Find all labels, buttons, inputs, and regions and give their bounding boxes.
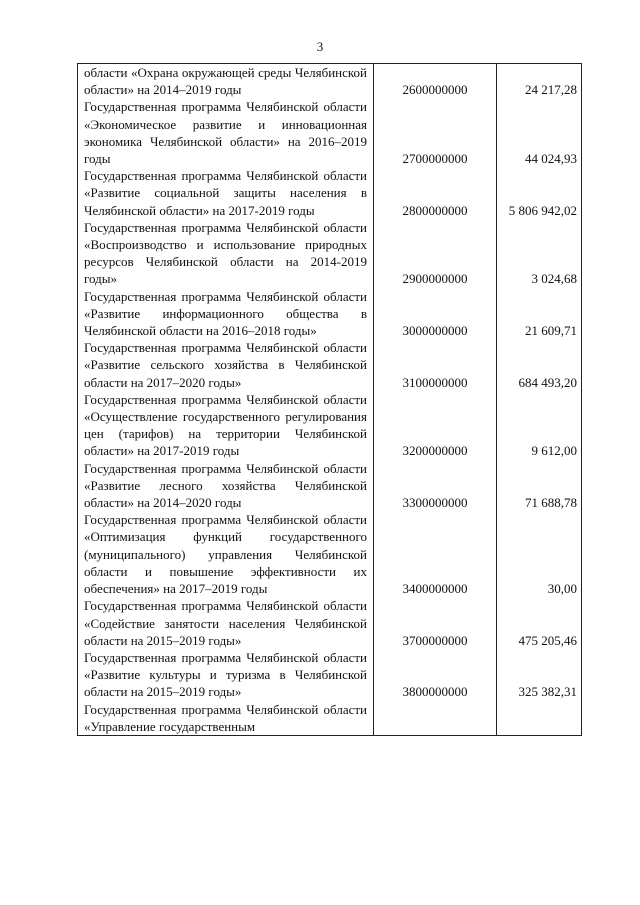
program-name-cell bbox=[78, 701, 374, 736]
program-name-cell bbox=[78, 98, 374, 167]
table-row bbox=[78, 98, 582, 167]
program-name-cell bbox=[78, 219, 374, 288]
amount-value: 71 688,78 bbox=[497, 460, 582, 512]
target-article-code bbox=[374, 701, 497, 736]
table-row bbox=[78, 391, 582, 460]
program-name-cell bbox=[78, 288, 374, 340]
table-row bbox=[78, 167, 582, 219]
amount-value: 21 609,71 bbox=[497, 288, 582, 340]
amount-value: 30,00 bbox=[497, 511, 582, 597]
program-name: Государственная программа Челябинской области «Содействие занятости населения Челябинской области на 2015–2019 годы» bbox=[84, 598, 367, 648]
target-article-code: 3000000000 bbox=[374, 288, 497, 340]
program-name: Государственная программа Челябинской области «Развитие культуры и туризма в Челябинской области на 2015–2019 годы» bbox=[84, 649, 367, 700]
amount-value: 5 806 942,02 bbox=[497, 167, 582, 219]
program-name: Государственная программа Челябинской области «Воспроизводство и использование природных ресурсов Челябинской области на 2014-2019 годы» bbox=[84, 219, 367, 287]
target-article-code: 3200000000 bbox=[374, 391, 497, 460]
table-row bbox=[78, 219, 582, 288]
target-article-code: 2900000000 bbox=[374, 219, 497, 288]
program-name-cell bbox=[78, 597, 374, 649]
amount-value: 325 382,31 bbox=[497, 649, 582, 701]
budget-table-body bbox=[78, 64, 582, 736]
target-article-code: 3300000000 bbox=[374, 460, 497, 512]
target-article-code: 2700000000 bbox=[374, 98, 497, 167]
program-name-cell bbox=[78, 391, 374, 460]
amount-value: 475 205,46 bbox=[497, 597, 582, 649]
program-name-cell bbox=[78, 339, 374, 391]
target-article-code: 3400000000 bbox=[374, 511, 497, 597]
table-row bbox=[78, 339, 582, 391]
target-article-code: 3700000000 bbox=[374, 597, 497, 649]
target-article-code: 2800000000 bbox=[374, 167, 497, 219]
table-row bbox=[78, 288, 582, 340]
amount-value: 44 024,93 bbox=[497, 98, 582, 167]
program-name: Государственная программа Челябинской области «Развитие лесного хозяйства Челябинской области» на 2014–2020 годы bbox=[84, 460, 367, 511]
program-name-cell bbox=[78, 460, 374, 512]
page-number: 3 bbox=[316, 39, 324, 54]
program-name-cell bbox=[78, 167, 374, 219]
program-name-cell bbox=[78, 64, 374, 99]
program-name: Государственная программа Челябинской области «Развитие сельского хозяйства в Челябинской области на 2017–2020 годы» bbox=[84, 340, 367, 390]
amount-value: 684 493,20 bbox=[497, 339, 582, 391]
amount-value: 9 612,00 bbox=[497, 391, 582, 460]
table-row bbox=[78, 649, 582, 701]
program-name: Государственная программа Челябинской области «Экономическое развитие и инновационная экономика Челябинской области» на 2016–2019 годы bbox=[84, 99, 367, 167]
table-row bbox=[78, 460, 582, 512]
target-article-code: 2600000000 bbox=[374, 64, 497, 99]
table-row bbox=[78, 701, 582, 736]
program-name: Государственная программа Челябинской области «Осуществление государственного регулирования цен (тарифов) на территории Челябинской области» на 2017-2019 годы bbox=[84, 391, 367, 459]
target-article-code: 3100000000 bbox=[374, 339, 497, 391]
table-row bbox=[78, 597, 582, 649]
amount-value: 24 217,28 bbox=[497, 64, 582, 99]
target-article-code: 3800000000 bbox=[374, 649, 497, 701]
amount-value bbox=[497, 701, 582, 736]
amount-value: 3 024,68 bbox=[497, 219, 582, 288]
table-row bbox=[78, 64, 582, 99]
budget-table bbox=[77, 63, 582, 736]
program-name: Государственная программа Челябинской области «Оптимизация функций государственного (муниципального) управления Челябинской области и повышение эффективности их обеспечения» на 2017–2019 годы bbox=[84, 512, 367, 597]
program-name-cell bbox=[78, 649, 374, 701]
program-name: Государственная программа Челябинской области «Развитие информационного общества в Челябинской области на 2016–2018 годы» bbox=[84, 288, 367, 339]
program-name: Государственная программа Челябинской области «Развитие социальной защиты населения в Челябинской области» на 2017-2019 годы bbox=[84, 168, 367, 218]
program-name-cell bbox=[78, 511, 374, 597]
program-name: Государственная программа Челябинской области «Управление государственным bbox=[84, 701, 367, 734]
table-row bbox=[78, 511, 582, 597]
program-name: области «Охрана окружающей среды Челябинской области» на 2014–2019 годы bbox=[84, 65, 367, 98]
